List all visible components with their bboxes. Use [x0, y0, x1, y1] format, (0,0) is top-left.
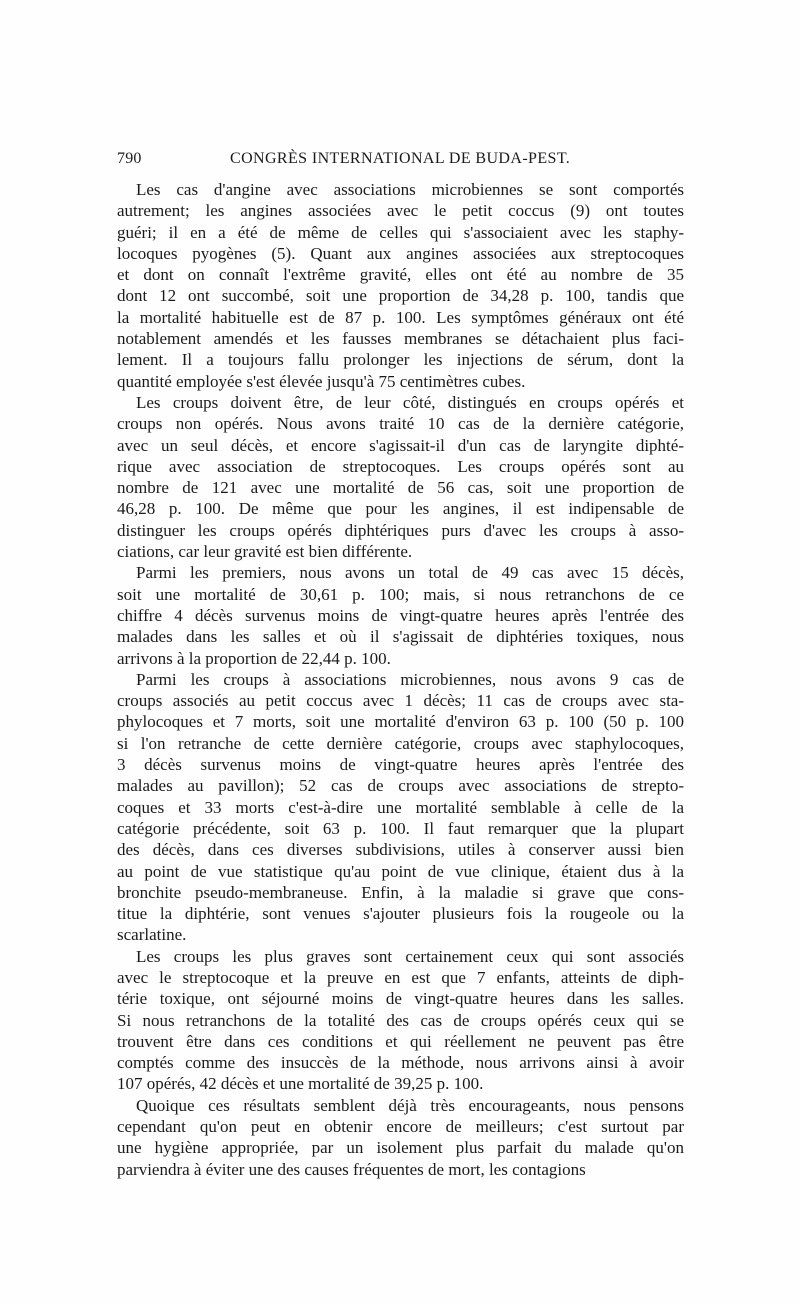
text-line: locoques pyogènes (5). Quant aux angines associées aux streptocoques	[117, 243, 684, 263]
text-line: guéri; il en a été de même de celles qui s'associaient avec les staphy-	[117, 222, 684, 242]
text-line: avec le streptocoque et la preuve en est que 7 enfants, atteints de diph-	[117, 967, 684, 987]
text-line: Les croups doivent être, de leur côté, distingués en croups opérés et	[136, 392, 684, 412]
text-line: lement. Il a toujours fallu prolonger les injections de sérum, dont la	[117, 350, 684, 370]
text-line: nombre de 121 avec une mortalité de 56 cas, soit une proportion de	[117, 478, 684, 498]
text-line: notablement amendés et les fausses membranes se détachaient plus faci-	[117, 329, 684, 349]
text-line: au point de vue statistique qu'au point de vue clinique, étaient dus à la	[117, 861, 684, 881]
text-line: parviendra à éviter une des causes fréquentes de mort, les contagions	[117, 1159, 586, 1179]
page-header	[117, 150, 687, 172]
text-line: Quoique ces résultats semblent déjà très encourageants, nous pensons	[136, 1095, 684, 1115]
text-line: 3 décès survenus moins de vingt-quatre heures après l'entrée des	[117, 755, 684, 775]
text-line: bronchite pseudo-membraneuse. Enfin, à la maladie si grave que cons-	[117, 882, 684, 902]
text-line: soit une mortalité de 30,61 p. 100; mais, si nous retranchons de ce	[117, 584, 684, 604]
text-line: catégorie précédente, soit 63 p. 100. Il faut remarquer que la plupart	[117, 818, 684, 838]
text-line: phylocoques et 7 morts, soit une mortalité d'environ 63 p. 100 (50 p. 100	[117, 712, 684, 732]
text-line: 107 opérés, 42 décès et une mortalité de 39,25 p. 100.	[117, 1074, 484, 1094]
text-line: avec un seul décès, et encore s'agissait-il d'un cas de laryngite diphté-	[117, 435, 684, 455]
text-line: Si nous retranchons de la totalité des cas de croups opérés ceux qui se	[117, 1010, 684, 1030]
text-line: ciations, car leur gravité est bien différente.	[117, 542, 413, 562]
text-line: Parmi les premiers, nous avons un total de 49 cas avec 15 décès,	[136, 563, 684, 583]
paragraph	[117, 392, 684, 562]
text-line: chiffre 4 décès survenus moins de vingt-quatre heures après l'entrée des	[117, 605, 684, 625]
text-line: rique avec association de streptocoques. Les croups opérés sont au	[117, 456, 684, 476]
text-line: titue la diphtérie, sont venues s'ajouter plusieurs fois la rougeole ou la	[117, 904, 684, 924]
text-line: et dont on connaît l'extrême gravité, elles ont été au nombre de 35	[117, 265, 684, 285]
text-line: malades dans les salles et où il s'agissait de diphtéries toxiques, nous	[117, 627, 684, 647]
text-line: coques et 33 morts c'est-à-dire une mortalité semblable à celle de la	[117, 797, 684, 817]
text-line: comptés comme des insuccès de la méthode, nous arrivons ainsi à avoir	[117, 1053, 684, 1073]
paragraph	[117, 946, 684, 1095]
text-line: 46,28 p. 100. De même que pour les angines, il est indipensable de	[117, 499, 684, 519]
text-line: quantité employée s'est élevée jusqu'à 75 centimètres cubes.	[117, 371, 526, 391]
text-line: Les croups les plus graves sont certainement ceux qui sont associés	[136, 946, 684, 966]
text-line: malades au pavillon); 52 cas de croups avec associations de strepto-	[117, 776, 684, 796]
text-line: la mortalité habituelle est de 87 p. 100. Les symptômes généraux ont été	[117, 307, 684, 327]
running-title: CONGRÈS INTERNATIONAL DE BUDA-PEST.	[230, 150, 571, 167]
text-line: térie toxique, ont séjourné moins de vingt-quatre heures dans les salles.	[117, 989, 684, 1009]
page-number: 790	[117, 150, 142, 167]
text-line: croups non opérés. Nous avons traité 10 cas de la dernière catégorie,	[117, 414, 684, 434]
paragraph	[117, 562, 684, 668]
text-line: une hygiène appropriée, par un isolement plus parfait du malade qu'on	[117, 1138, 684, 1158]
text-line: arrivons à la proportion de 22,44 p. 100.	[117, 648, 391, 668]
paragraph	[117, 669, 684, 946]
text-line: dont 12 ont succombé, soit une proportion de 34,28 p. 100, tandis que	[117, 286, 684, 306]
text-line: si l'on retranche de cette dernière catégorie, croups avec staphylocoques,	[117, 733, 684, 753]
paragraph	[117, 179, 684, 392]
text-line: distinguer les croups opérés diphtériques purs d'avec les croups à asso-	[117, 520, 684, 540]
text-line: autrement; les angines associées avec le petit coccus (9) ont toutes	[117, 201, 684, 221]
text-line: cependant qu'on peut en obtenir encore de meilleurs; c'est surtout par	[117, 1117, 684, 1137]
text-line: Les cas d'angine avec associations microbiennes se sont comportés	[136, 180, 684, 199]
paragraph	[117, 1095, 684, 1180]
text-line: trouvent être dans ces conditions et qui réellement ne peuvent pas être	[117, 1031, 684, 1051]
text-line: croups associés au petit coccus avec 1 décès; 11 cas de croups avec sta-	[117, 691, 684, 711]
text-line: des décès, dans ces diverses subdivisions, utiles à conserver aussi bien	[117, 840, 684, 860]
text-line: Parmi les croups à associations microbiennes, nous avons 9 cas de	[136, 669, 684, 689]
text-line: scarlatine.	[117, 925, 187, 945]
body-text	[117, 179, 684, 1180]
